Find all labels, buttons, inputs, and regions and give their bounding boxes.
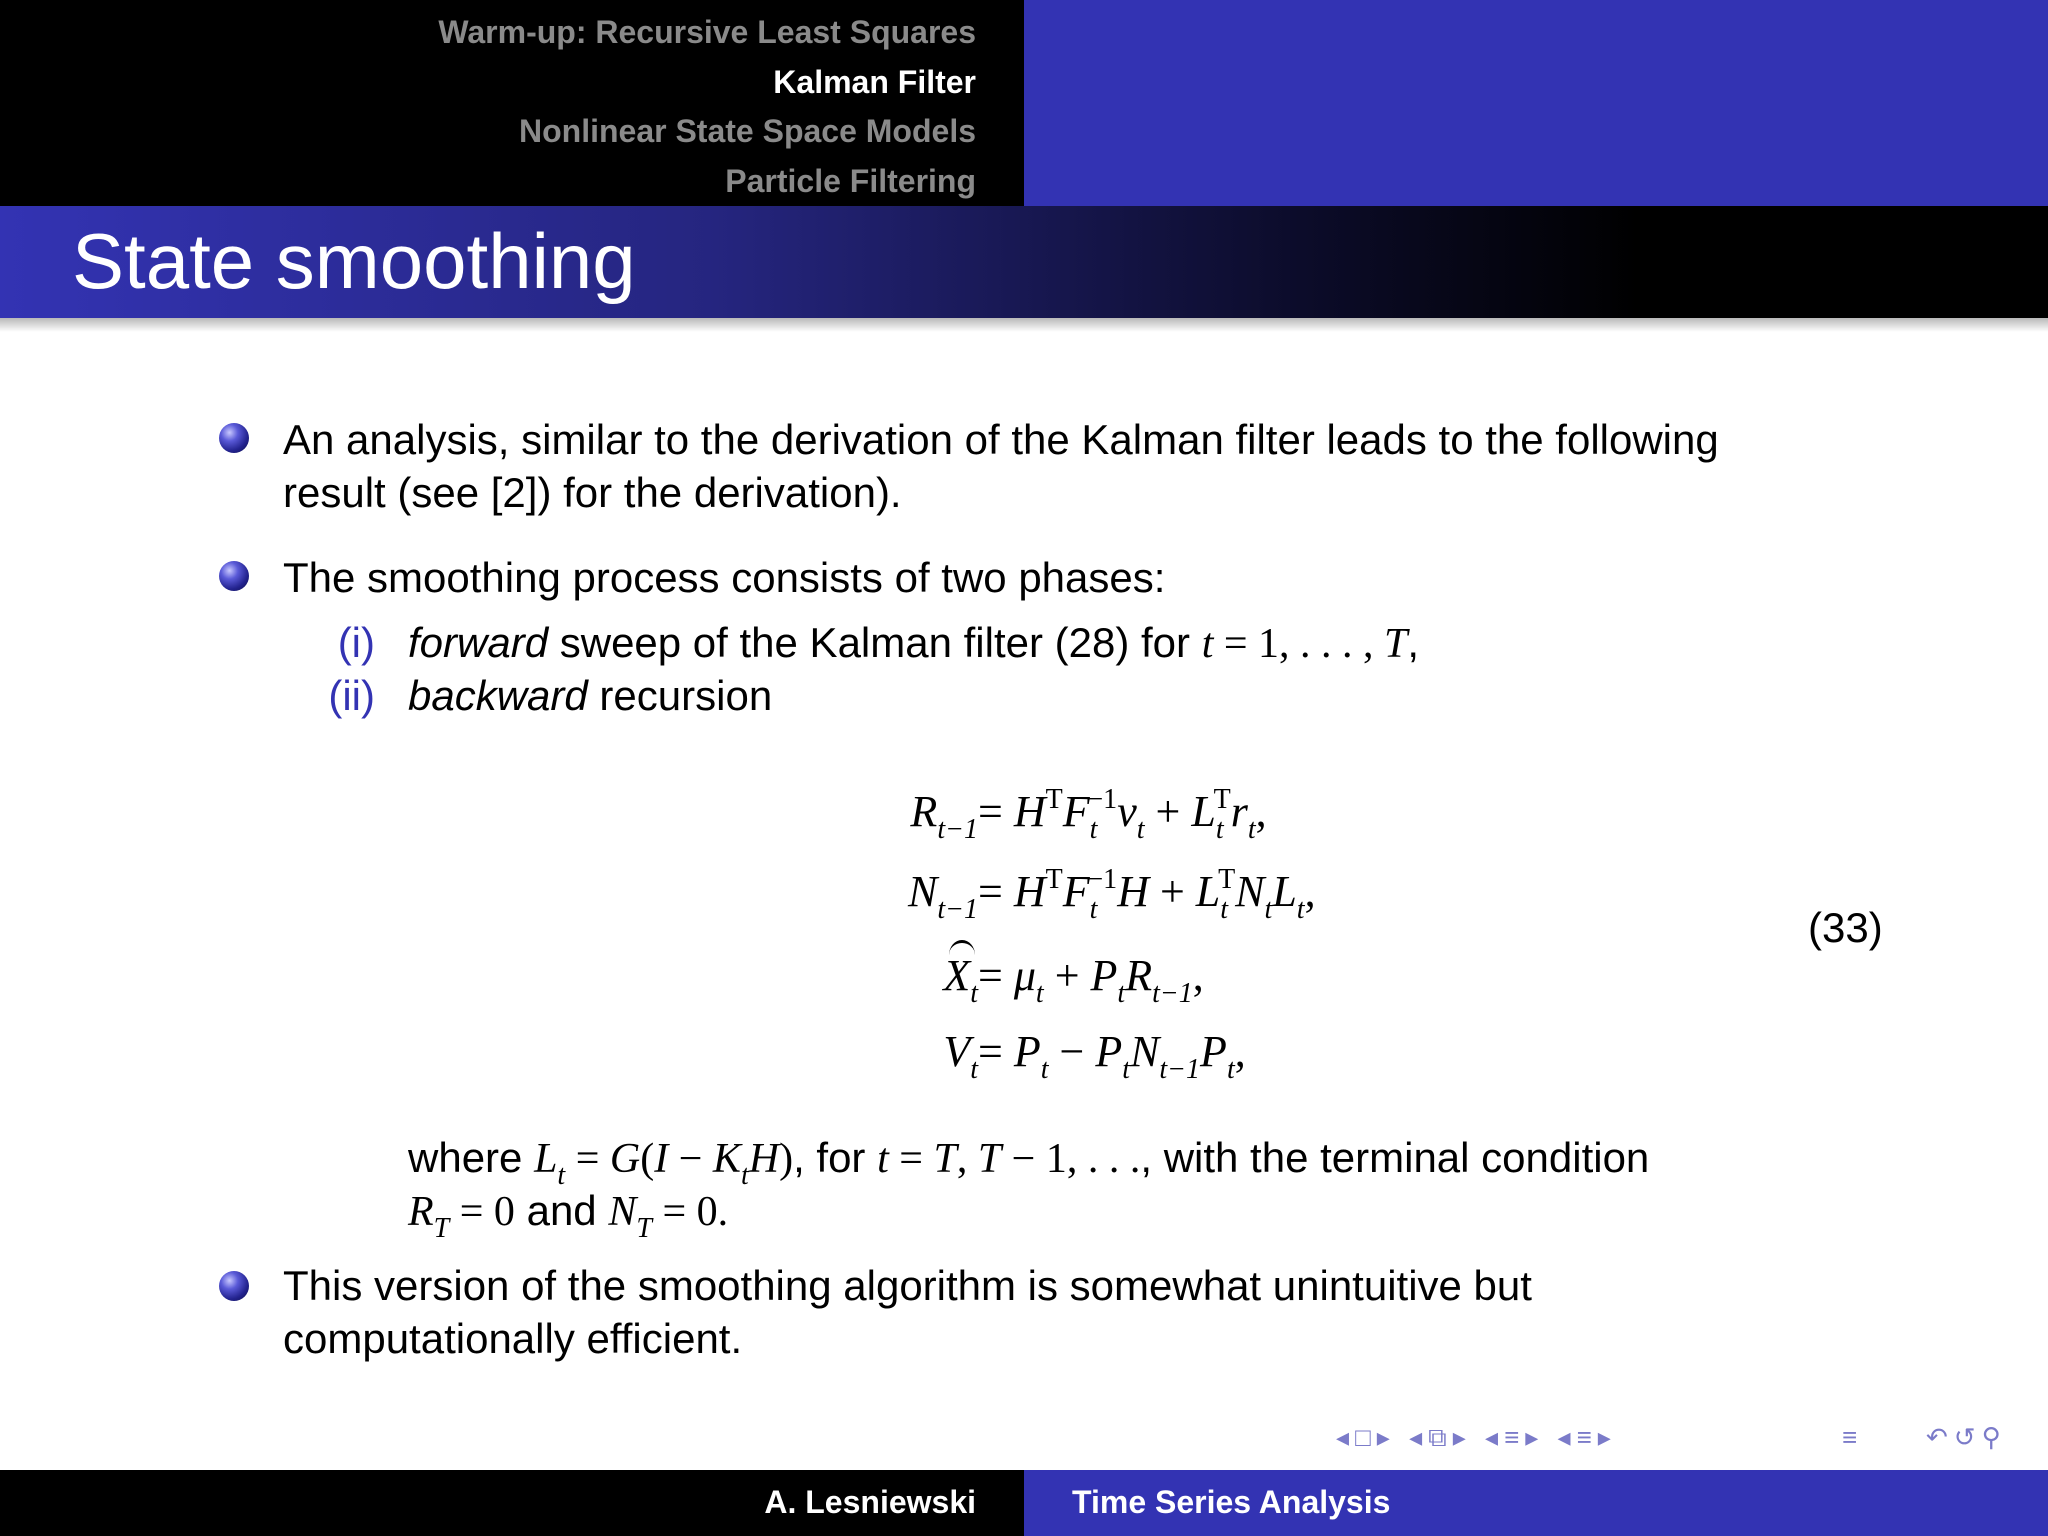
bullet-icon [219,561,249,591]
section-navigation [438,8,1024,206]
section-icon[interactable]: ≡ [1576,1422,1598,1452]
enum-item-forward [408,619,1419,668]
equation-number: (33) [1808,904,1883,951]
section-icon[interactable]: ≡ [1504,1422,1526,1452]
math-T: T [1384,621,1408,667]
bullet3-line2: computationally efficient. [283,1315,743,1362]
bullet3-line1: This version of the smoothing algorithm is somewhat unintuitive but [283,1262,1532,1309]
nav-section-rls[interactable]: Warm-up: Recursive Least Squares [438,14,976,50]
equation-rhs: = $P_t - P_tN_{t-1}P_t$, [978,1027,1246,1085]
equation-rhs: = $\mu_t + P_tR_{t-1}$, [978,951,1204,1009]
equation-lhs: $X_t$ [943,951,978,1009]
forward-text: sweep of the Kalman filter (28) for [548,619,1202,666]
equation-lhs: $R_{t-1}$ [910,787,978,845]
header-right-panel [1024,0,2048,206]
subsection-icon[interactable]: ⧉ [1428,1422,1453,1452]
equation-lhs: $N_{t-1}$ [907,867,978,925]
where-tail: , with the terminal condition [1140,1134,1650,1181]
arrow-left-icon[interactable]: ◂ [1557,1422,1577,1452]
equation-rhs: = $H^TF_t^{-1}v_t + L_t^Tr_t$, [978,784,1267,845]
nav-section-particle[interactable]: Particle Filtering [725,162,976,199]
bullet-icon [219,1271,249,1301]
enum-item-backward [408,672,772,720]
arrow-left-icon[interactable]: ◂ [1336,1422,1356,1452]
frame-title-bar [0,206,2048,318]
frame-title: State smoothing [72,217,636,305]
arrow-left-icon[interactable]: ◂ [1409,1422,1429,1452]
backward-emphasis: backward [408,672,588,719]
where-word: where [408,1134,535,1181]
bullet1-line2: result (see [2]) for the derivation). [283,469,902,516]
search-icon[interactable]: ↶↺⚲ [1926,1422,2007,1452]
navigation-symbols [1336,1422,1617,1454]
enum-label-i: (i) [337,619,375,666]
header-left-panel [0,0,1024,206]
math-comma: , [1407,619,1420,666]
footer-right-panel [1024,1470,2048,1536]
arrow-right-icon[interactable]: ▸ [1376,1422,1396,1452]
math-Lt: $L_t$ [534,1136,566,1191]
bullet-icon [219,423,249,453]
frame-icon[interactable]: □ [1355,1422,1377,1452]
where-mid: , for [793,1134,878,1181]
bullet1-line1: An analysis, similar to the derivation of the Kalman filter leads to the following [283,416,1719,463]
toc-icon[interactable]: ≡ [1842,1422,1864,1452]
where-clause-line2: $R_T = 0$ and $N_T = 0$. [408,1187,729,1244]
equation-lhs: $V_t$ [943,1027,978,1085]
footer-left-panel [0,1470,1024,1536]
math-eq: = 1, . . . , [1213,621,1385,667]
forward-emphasis: forward [408,619,549,666]
terminal-and: and [514,1187,609,1234]
nav-section-kalman[interactable]: Kalman Filter [773,63,976,100]
footer-author: A. Lesniewski [764,1484,976,1520]
arrow-right-icon[interactable]: ▸ [1597,1422,1617,1452]
math-t: t [1201,621,1214,667]
enum-label-ii: (ii) [328,672,375,719]
backward-text: recursion [587,672,773,719]
nav-section-nonlinear[interactable]: Nonlinear State Space Models [518,113,976,149]
equation-rhs: = $H^TF_t^{-1}H + L_t^TN_tL_t$, [978,864,1316,925]
bullet2-text: The smoothing process consists of two phases: [283,554,1166,601]
math-eq: = [565,1136,610,1182]
arrow-right-icon[interactable]: ▸ [1525,1422,1545,1452]
arrow-left-icon[interactable]: ◂ [1485,1422,1505,1452]
where-clause-line1: where $L_t = G(I - K_tH)$, for t = T, T − 1, . . ., with the terminal condition [408,1134,1650,1191]
arrow-right-icon[interactable]: ▸ [1452,1422,1472,1452]
math-G: G [609,1136,641,1182]
footer-presentation-title: Time Series Analysis [1072,1484,1391,1520]
